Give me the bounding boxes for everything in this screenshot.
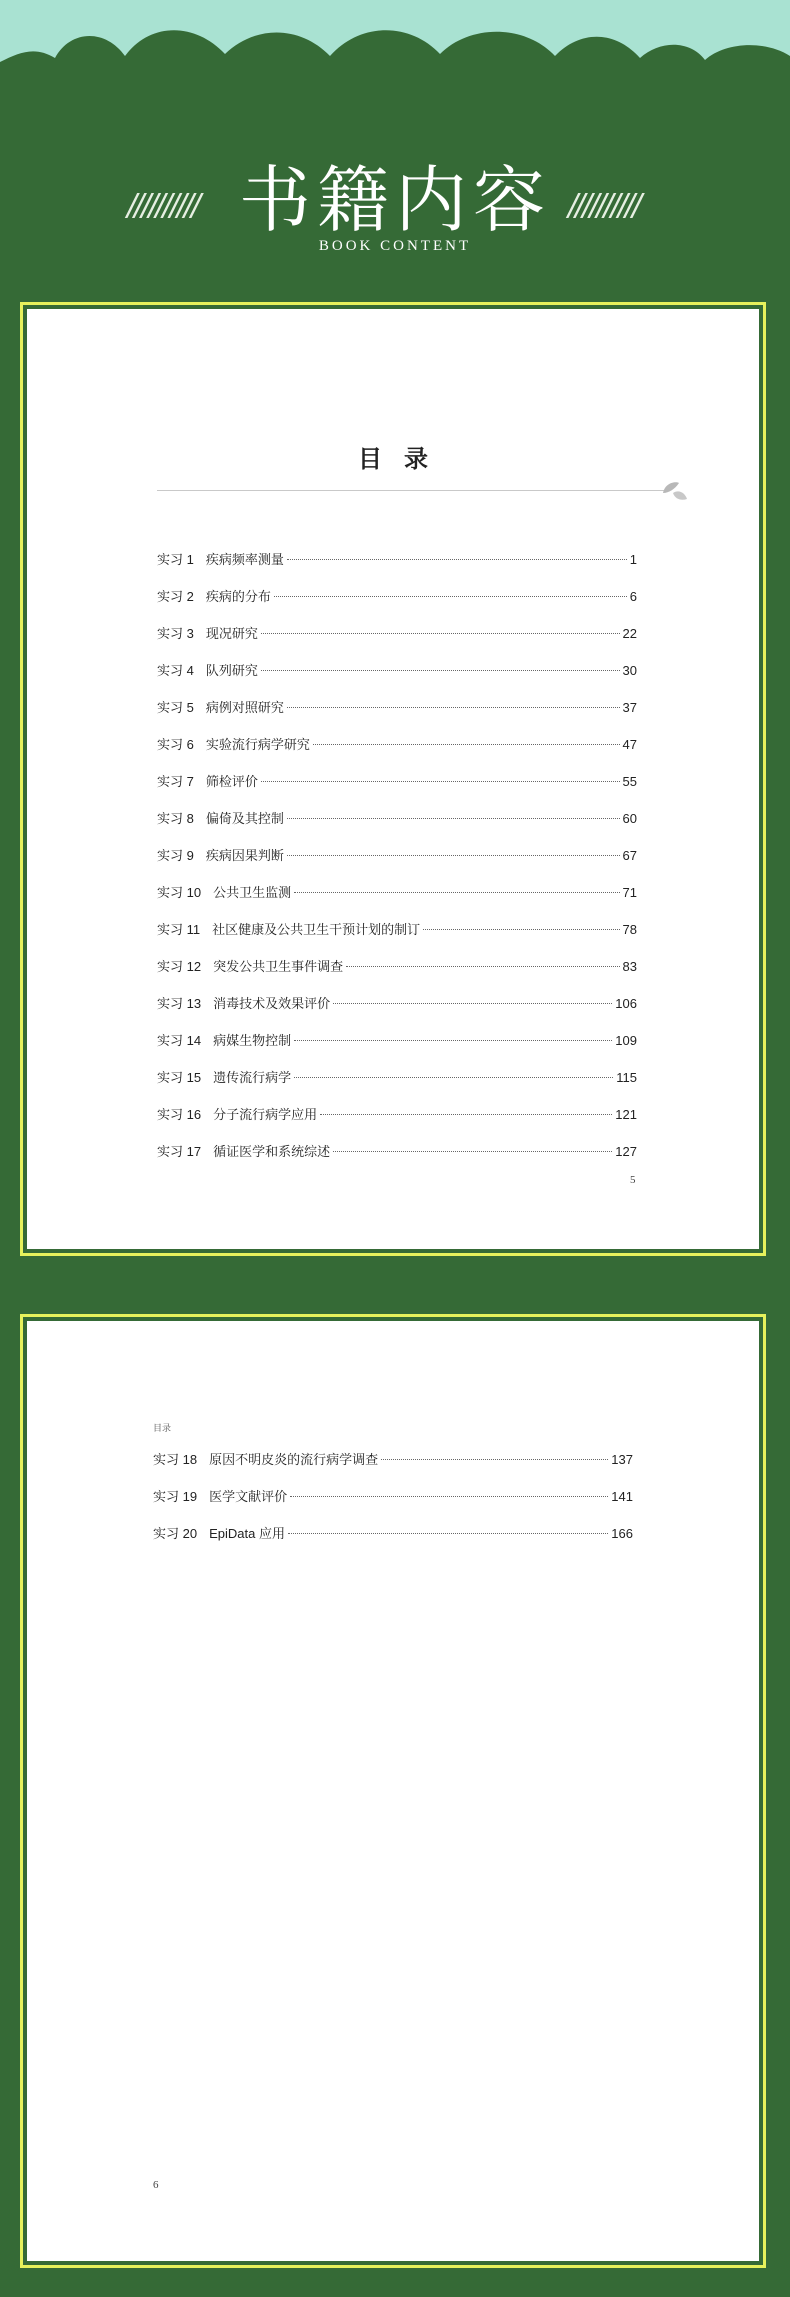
entry-page: 37: [622, 700, 637, 715]
dot-leader: [313, 744, 620, 745]
heading-divider: [157, 490, 667, 491]
entry-title: 病媒生物控制: [213, 1033, 292, 1048]
running-head: 目录: [153, 1423, 172, 1433]
toc-entry: [157, 549, 637, 586]
toc-entry: [157, 1104, 637, 1141]
dot-leader: [320, 1114, 612, 1115]
hills-banner: [0, 0, 790, 110]
entry-page: 137: [611, 1452, 633, 1467]
dot-leader: [333, 1003, 612, 1004]
entry-number: 实习 15: [157, 1070, 202, 1085]
entry-title: 原因不明皮炎的流行病学调查: [209, 1452, 379, 1467]
left-slash-decoration: //////////: [127, 188, 199, 223]
toc-entry: [157, 1141, 637, 1178]
entry-page: 106: [615, 996, 637, 1011]
entry-page: 109: [615, 1033, 637, 1048]
entry-page: 71: [622, 885, 637, 900]
toc-page-6-frame: [20, 1314, 766, 2268]
entry-page: 22: [622, 626, 637, 641]
entry-page: 127: [615, 1144, 637, 1159]
entry-number: 实习 9: [157, 848, 194, 863]
entry-title: 消毒技术及效果评价: [213, 996, 331, 1011]
entry-title: 疾病频率测量: [205, 552, 284, 567]
toc-entry: [157, 1067, 637, 1104]
dot-leader: [287, 559, 627, 560]
toc-heading: 目录: [358, 446, 450, 473]
entry-page: 78: [622, 922, 637, 937]
entry-number: 实习 14: [157, 1033, 202, 1048]
entry-page: 115: [616, 1070, 637, 1085]
toc-page-5: [27, 309, 759, 1249]
page-title: 书籍内容: [238, 158, 551, 242]
toc-entry: [157, 734, 637, 771]
entry-number: 实习 13: [157, 996, 202, 1011]
toc-entry: [157, 586, 637, 623]
entry-title: 遗传流行病学: [213, 1070, 292, 1085]
toc-entry: [157, 956, 637, 993]
toc-entry: [153, 1523, 633, 1560]
entry-title: 分子流行病学应用: [213, 1107, 318, 1122]
toc-entry: [157, 771, 637, 808]
entry-page: 121: [615, 1107, 637, 1122]
entry-number: 实习 11: [157, 922, 201, 937]
dot-leader: [274, 596, 627, 597]
toc-entry: [157, 1030, 637, 1067]
entry-title: 公共卫生监测: [213, 885, 292, 900]
entry-number: 实习 2: [157, 589, 194, 604]
entry-number: 实习 19: [153, 1489, 198, 1504]
entry-title: 偏倚及其控制: [205, 811, 284, 826]
entry-title: 现况研究: [205, 626, 258, 641]
dot-leader: [294, 892, 619, 893]
entry-number: 实习 20: [153, 1526, 198, 1541]
entry-title: 社区健康及公共卫生干预计划的制订: [212, 922, 421, 937]
toc-page-5-frame: [20, 302, 766, 1256]
right-slash-decoration: //////////: [568, 188, 640, 223]
entry-title: EpiData 应用: [209, 1526, 285, 1541]
dot-leader: [287, 707, 620, 708]
toc-entry: [153, 1486, 633, 1523]
entry-page: 60: [622, 811, 637, 826]
dot-leader: [346, 966, 619, 967]
toc-page-6: [27, 1321, 759, 2261]
entry-title: 循证医学和系统综述: [213, 1144, 331, 1159]
entry-title: 医学文献评价: [209, 1489, 288, 1504]
entry-number: 实习 12: [157, 959, 202, 974]
toc-entry: [157, 993, 637, 1030]
entry-page: 1: [629, 552, 637, 567]
entry-number: 实习 3: [157, 626, 194, 641]
toc-entry: [153, 1449, 633, 1486]
toc-list: [157, 549, 637, 1178]
entry-page: 30: [622, 663, 637, 678]
page-number: 6: [153, 2179, 159, 2191]
dot-leader: [294, 1077, 613, 1078]
entry-number: 实习 4: [157, 663, 194, 678]
toc-list: [153, 1449, 633, 1560]
entry-number: 实习 8: [157, 811, 194, 826]
toc-entry: [157, 808, 637, 845]
dot-leader: [287, 855, 620, 856]
toc-entry: [157, 660, 637, 697]
entry-title: 病例对照研究: [205, 700, 284, 715]
page-subtitle: BOOK CONTENT: [318, 238, 472, 254]
dot-leader: [423, 929, 619, 930]
toc-entry: [157, 919, 637, 956]
dot-leader: [261, 670, 620, 671]
toc-entry: [157, 697, 637, 734]
toc-entry: [157, 845, 637, 882]
entry-page: 55: [622, 774, 637, 789]
dot-leader: [261, 781, 620, 782]
entry-title: 队列研究: [205, 663, 258, 678]
entry-page: 47: [622, 737, 637, 752]
dot-leader: [294, 1040, 612, 1041]
entry-page: 166: [611, 1526, 633, 1541]
entry-number: 实习 16: [157, 1107, 202, 1122]
entry-page: 67: [622, 848, 637, 863]
dot-leader: [290, 1496, 608, 1497]
book-content-header: [0, 150, 790, 270]
dot-leader: [287, 818, 620, 819]
entry-page: 83: [622, 959, 637, 974]
entry-title: 实验流行病学研究: [205, 737, 310, 752]
dot-leader: [288, 1533, 608, 1534]
entry-number: 实习 5: [157, 700, 194, 715]
leaf-icon: [659, 479, 689, 503]
dot-leader: [381, 1459, 608, 1460]
entry-number: 实习 7: [157, 774, 194, 789]
toc-entry: [157, 623, 637, 660]
entry-number: 实习 6: [157, 737, 194, 752]
entry-number: 实习 1: [157, 552, 194, 567]
dot-leader: [333, 1151, 612, 1152]
entry-number: 实习 10: [157, 885, 202, 900]
dot-leader: [261, 633, 620, 634]
entry-title: 疾病的分布: [205, 589, 271, 604]
entry-page: 141: [611, 1489, 633, 1504]
toc-entry: [157, 882, 637, 919]
entry-title: 疾病因果判断: [205, 848, 284, 863]
entry-number: 实习 17: [157, 1144, 202, 1159]
entry-title: 突发公共卫生事件调查: [213, 959, 344, 974]
entry-number: 实习 18: [153, 1452, 198, 1467]
entry-title: 筛检评价: [205, 774, 258, 789]
page-number: 5: [630, 1174, 636, 1186]
entry-page: 6: [629, 589, 637, 604]
